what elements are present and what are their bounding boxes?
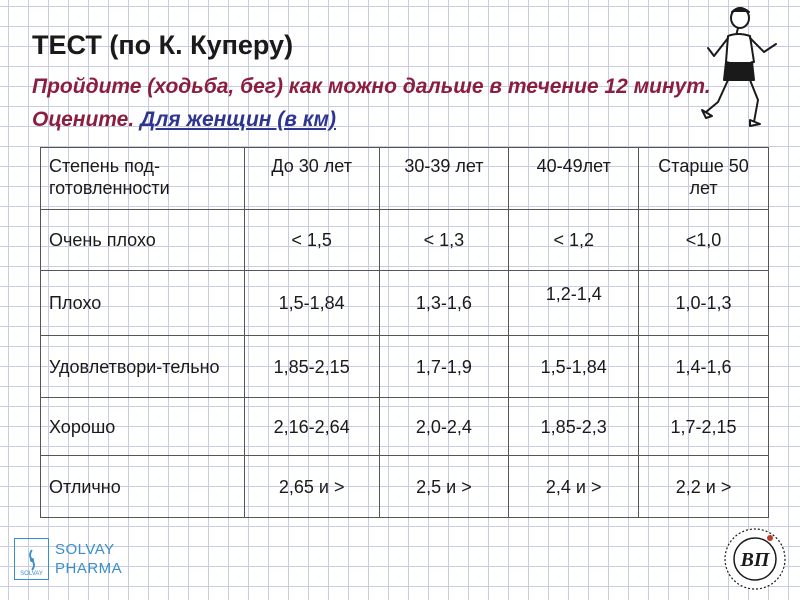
row-label: Плохо [41, 271, 245, 336]
table-row [41, 271, 769, 336]
instructions-text: Пройдите (ходьба, бег) как можно дальше в течение 12 минут. Оцените. [32, 75, 711, 131]
table-cell: 1,85-2,15 [244, 336, 379, 398]
table-cell: <1,0 [639, 210, 769, 271]
table-row [41, 336, 769, 398]
table-cell: 1,3-1,6 [379, 271, 509, 336]
table-cell: < 1,2 [509, 210, 639, 271]
row-label: Хорошо [41, 398, 245, 456]
row-label: Удовлетвори-тельно [41, 336, 245, 398]
solvay-figure-icon [25, 549, 39, 571]
table-cell: < 1,5 [244, 210, 379, 271]
solvay-emblem-icon [14, 538, 49, 580]
pharma-word: PHARMA [55, 560, 123, 577]
row-label: Отлично [41, 456, 245, 518]
page-title: ТЕСТ (по К. Куперу) [32, 30, 294, 60]
table-cell: 1,0-1,3 [639, 271, 769, 336]
table-cell: 2,0-2,4 [379, 398, 509, 456]
cooper-test-table [40, 147, 769, 518]
vp-school-logo-icon [722, 526, 788, 592]
table-cell: 1,7-2,15 [639, 398, 769, 456]
table-cell: 2,4 и > [509, 456, 639, 518]
table-cell: 1,7-1,9 [379, 336, 509, 398]
solvay-box-label: SOLVAY [20, 571, 43, 577]
women-km-link[interactable]: Для женщин (в км) [140, 108, 336, 131]
header-30-39: 30-39 лет [379, 148, 509, 210]
row-label: Очень плохо [41, 210, 245, 271]
table-row [41, 456, 769, 518]
header-under-30: До 30 лет [244, 148, 379, 210]
table-row [41, 210, 769, 271]
vp-letters: ВП [740, 549, 770, 571]
header-40-49: 40-49лет [509, 148, 639, 210]
table-header-row [41, 148, 769, 210]
solvay-word: SOLVAY [55, 541, 115, 558]
table-cell: 1,5-1,84 [244, 271, 379, 336]
table-row [41, 398, 769, 456]
table-cell: 1,4-1,6 [639, 336, 769, 398]
table-cell: 1,85-2,3 [509, 398, 639, 456]
table-cell: 1,5-1,84 [509, 336, 639, 398]
header-over-50: Старше 50 лет [639, 148, 769, 210]
solvay-pharma-logo [14, 538, 122, 580]
table-cell: 2,16-2,64 [244, 398, 379, 456]
header-fitness-level: Степень под-готовленности [41, 148, 245, 210]
table-cell: 1,2-1,4 [509, 271, 639, 336]
table-cell: < 1,3 [379, 210, 509, 271]
test-instructions [32, 70, 712, 136]
runner-icon [688, 4, 792, 132]
table-cell: 2,2 и > [639, 456, 769, 518]
table-cell: 2,65 и > [244, 456, 379, 518]
table-cell: 2,5 и > [379, 456, 509, 518]
